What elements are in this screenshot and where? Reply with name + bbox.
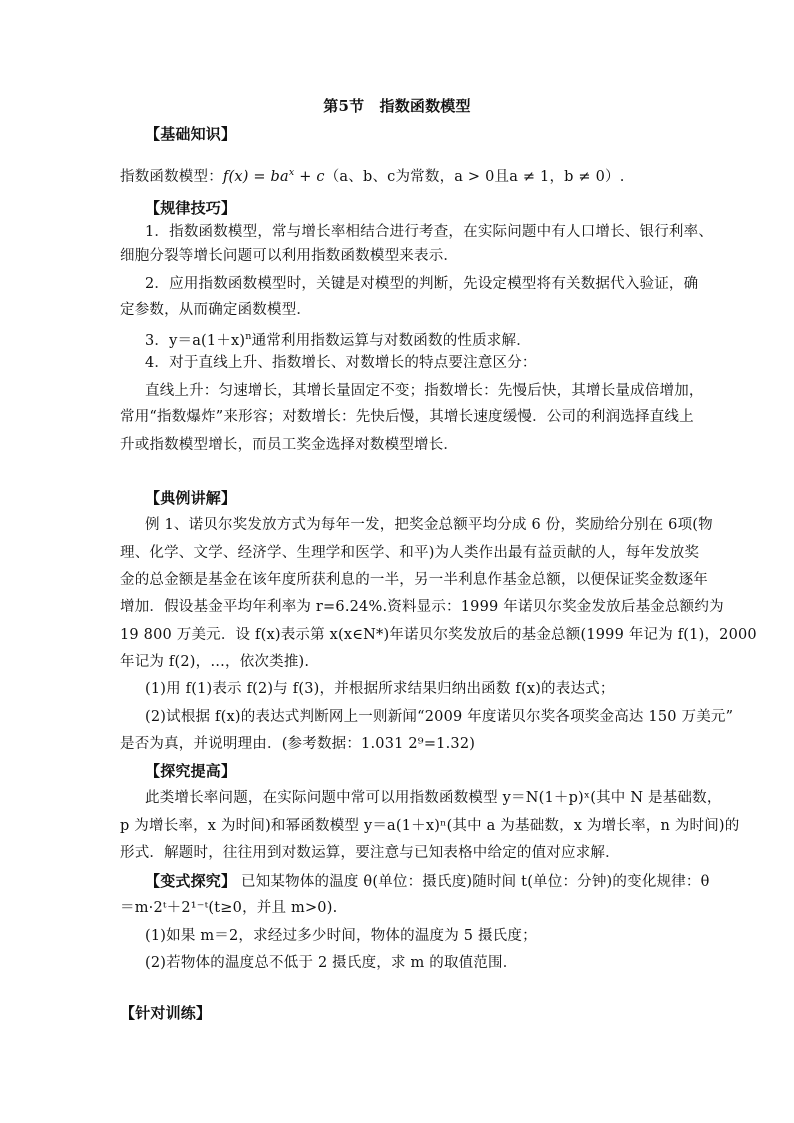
section-tips-heading: 【规律技巧】: [145, 199, 237, 217]
tip-line: 2．应用指数函数模型时，关键是对模型的判断，先设定模型将有关数据代入验证，确: [145, 276, 699, 292]
tip3-exponent: n: [245, 331, 252, 342]
example-line: 例 1、诺贝尔奖发放方式为每年一发，把奖金总额平均分成 6 份，奖励给分别在 6项(物: [145, 517, 713, 533]
tip-line: 定参数，从而确定函数模型．: [120, 302, 312, 318]
explore-line: p 为增长率，x 为时间)和幂函数模型 y＝a(1＋x)ⁿ(其中 a 为基础数，x 为增长率，n 为时间)的: [120, 818, 740, 834]
variant-question-1: (1)如果 m＝2，求经过多少时间，物体的温度为 5 摄氏度；: [145, 928, 537, 944]
example-line: 19 800 万美元．设 f(x)表示第 x(x∈N*)年诺贝尔奖发放后的基金总额(1999 年记为 f(1)，2000: [120, 627, 757, 643]
tip-line: 细胞分裂等增长问题可以利用指数函数模型来表示．: [120, 248, 459, 264]
formula-end: + c: [294, 168, 325, 185]
section-examples-heading: 【典例讲解】: [145, 489, 237, 507]
example-line: 增加．假设基金平均年利率为 r=6.24%.资料显示：1999 年诺贝尔奖金发放后基金总额约为: [120, 599, 724, 615]
basic-prefix: 指数函数模型：: [120, 168, 223, 185]
explore-line: 形式．解题时，往往用到对数运算，要注意与已知表格中给定的值对应求解．: [120, 845, 620, 861]
tip-line: 常用“指数爆炸”来形容；对数增长：先快后慢，其增长速度缓慢．公司的利润选择直线上: [120, 409, 694, 425]
tip-line: 直线上升：匀速增长，其增长量固定不变；指数增长：先慢后快，其增长量成倍增加，: [145, 383, 704, 399]
example-line: 年记为 f(2)，…，依次类推).: [120, 654, 310, 670]
section-basic-heading: 【基础知识】: [145, 125, 237, 143]
formula-main: f(x) = ba: [222, 168, 289, 185]
tip-line: 4．对于直线上升、指数增长、对数增长的特点要注意区分：: [145, 355, 537, 371]
variant-line: ＝m·2ᵗ＋2¹⁻ᵗ(t≥0，并且 m>0).: [120, 900, 338, 916]
section-explore-heading: 【探究提高】: [145, 762, 237, 780]
variant-line-1: [145, 871, 710, 892]
section-training-heading: 【针对训练】: [120, 1004, 212, 1022]
tip-line-3: [145, 327, 531, 351]
formula-conditions: （a、b、c为常数，a > 0且a ≠ 1，b ≠ 0）.: [324, 168, 625, 185]
tip-line: 升或指数模型增长，而员工奖金选择对数模型增长．: [120, 437, 459, 453]
example-question-1: (1)用 f(1)表示 f(2)与 f(3)，并根据所求结果归纳出函数 f(x)的表达式；: [145, 681, 615, 697]
example-question-2-cont: 是否为真，并说明理由．(参考数据：1.031 2⁹=1.32): [120, 736, 476, 752]
page-title: 第5节 指数函数模型: [323, 97, 471, 115]
example-line: 理、化学、文学、经济学、生理学和医学、和平)为人类作出最有益贡献的人，每年发放奖: [120, 545, 700, 561]
explore-line: 此类增长率问题，在实际问题中常可以用指数函数模型 y＝N(1＋p)ˣ(其中 N 是基础数，: [145, 790, 722, 806]
tip3-formula: 3．y＝a(1＋x): [145, 332, 246, 349]
variant-label: 【变式探究】: [145, 872, 237, 890]
variant-question-2: (2)若物体的温度总不低于 2 摄氏度，求 m 的取值范围．: [145, 955, 518, 971]
tip3-text: 通常利用指数运算与对数函数的性质求解．: [251, 332, 531, 349]
variant-text: 已知某物体的温度 θ(单位：摄氏度)随时间 t(单位：分钟)的变化规律：θ: [236, 874, 710, 890]
example-line: 金的总金额是基金在该年度所获利息的一半，另一半利息作基金总额，以便保证奖金数逐年: [120, 572, 708, 588]
tip-line: 1．指数函数模型，常与增长率相结合进行考查，在实际问题中有人口增长、银行利率、: [145, 224, 714, 240]
example-question-2: (2)试根据 f(x)的表达式判断网上一则新闻“2009 年度诺贝尔奖各项奖金高达 150 万美元”: [145, 709, 734, 725]
basic-formula-line: [120, 163, 625, 187]
formula-exponent: x: [288, 167, 295, 178]
